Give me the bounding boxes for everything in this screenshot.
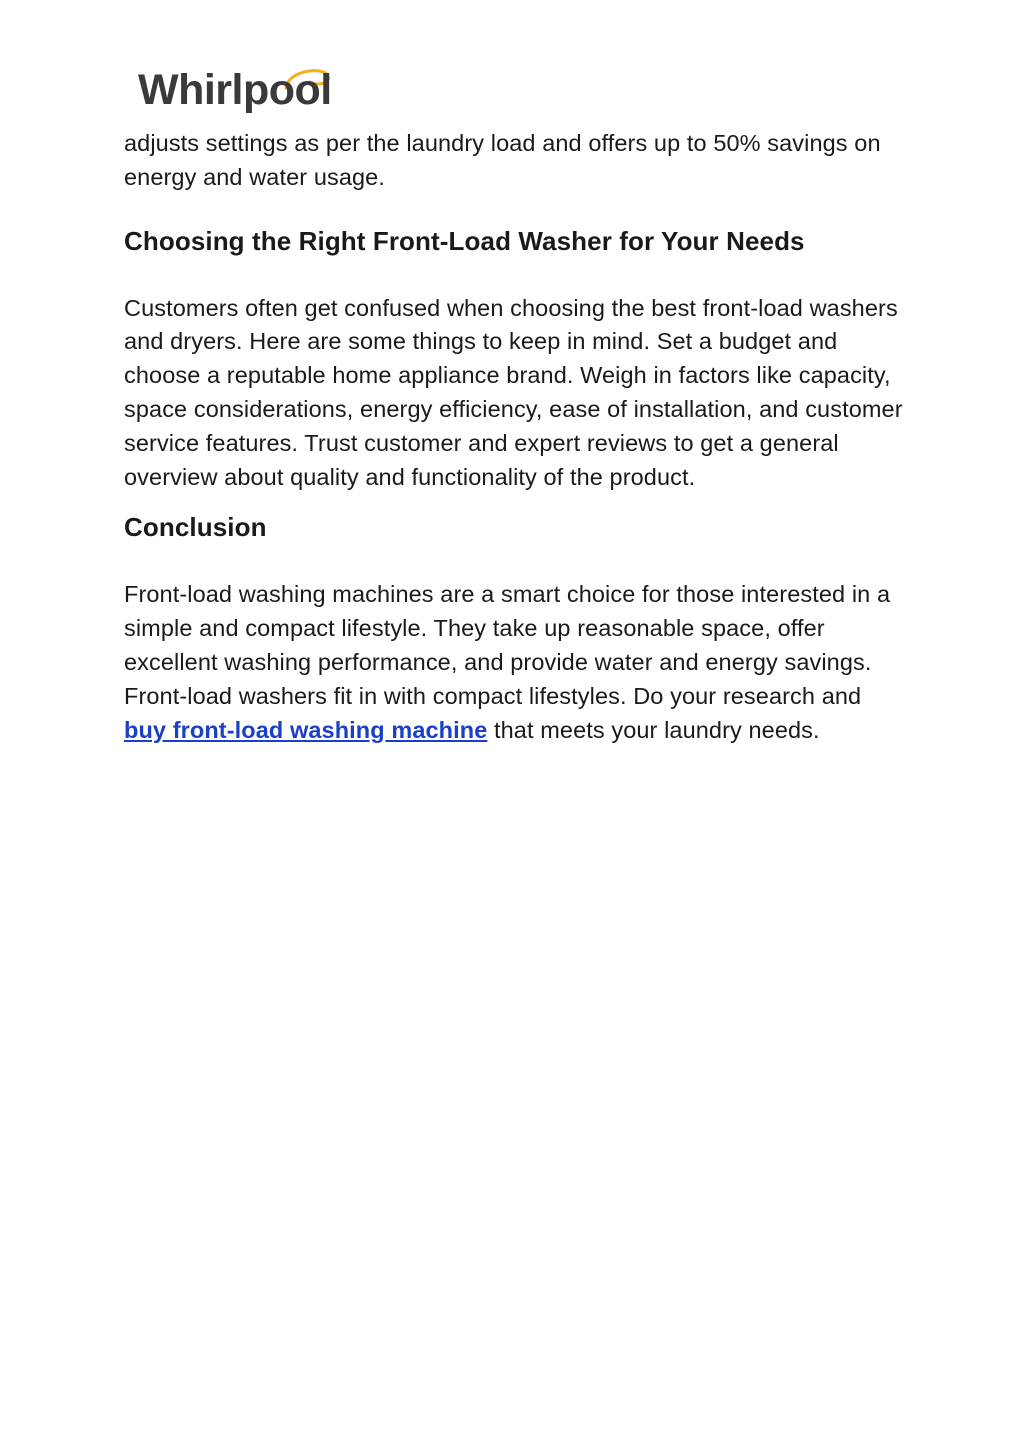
whirlpool-logo xyxy=(138,66,378,116)
conclusion-text-after-link: that meets your laundry needs. xyxy=(487,716,820,743)
heading-choosing-washer: Choosing the Right Front-Load Washer for Your Needs xyxy=(124,225,805,256)
document-body xyxy=(124,127,904,747)
heading-conclusion: Conclusion xyxy=(124,512,267,543)
whirlpool-logo-icon xyxy=(138,66,378,116)
intro-paragraph: adjusts settings as per the laundry load and offers up to 50% savings on energy and water usage. xyxy=(124,130,881,190)
buy-front-load-washer-link[interactable]: buy front-load washing machine xyxy=(124,716,488,743)
choosing-paragraph: Customers often get confused when choosing the best front-load washers and dryers. Here are some things to keep in mind. Set a budget and choose a reputable home appliance brand. Weigh in factors like capacity, space considerations, energy efficiency, ease of installation, and customer service features. Trust customer and expert reviews to get a general overview about quality and functionality of the product. xyxy=(124,294,903,490)
logo-wordmark: Whirlpool xyxy=(138,66,332,114)
conclusion-text-before-link: Front-load washing machines are a smart choice for those interested in a simple and compact lifestyle. They take up reasonable space, offer excellent washing performance, and provide water and energy savings. Front-load washers fit in with compact lifestyles. Do your research and xyxy=(124,581,891,709)
conclusion-paragraph xyxy=(124,578,904,747)
